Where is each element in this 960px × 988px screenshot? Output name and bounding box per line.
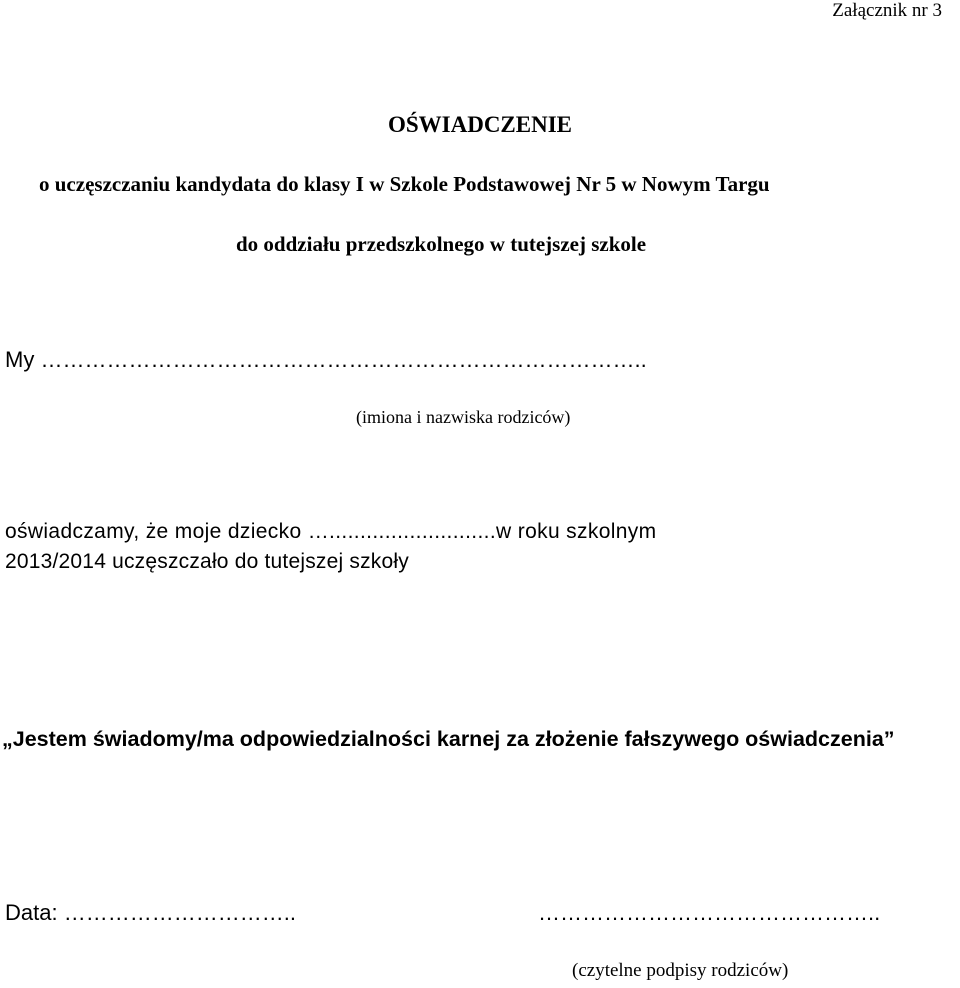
signature-blank: ……………………………………….. bbox=[538, 900, 881, 925]
document-title: OŚWIADCZENIE bbox=[387, 112, 573, 137]
attachment-label: Załącznik nr 3 bbox=[832, 0, 942, 21]
awareness-statement: „Jestem świadomy/ma odpowiedzialności karnej za złożenie fałszywego oświadczenia” bbox=[2, 727, 895, 751]
signature-caption: (czytelne podpisy rodziców) bbox=[572, 960, 789, 981]
parents-prefix: My bbox=[5, 347, 35, 372]
parents-names-row bbox=[5, 347, 647, 373]
parents-names-blank: ……………………………………………………………………….. bbox=[40, 347, 647, 372]
document-subtitle-line2: do oddziału przedszkolnego w tutejszej szkole bbox=[236, 232, 647, 256]
statement-line1: oświadczamy, że moje dziecko …...........................w roku szkolnym bbox=[5, 520, 657, 543]
date-blank: ………………………….. bbox=[63, 900, 296, 925]
parents-names-caption: (imiona i nazwiska rodziców) bbox=[356, 407, 571, 427]
document-subtitle-line1: o uczęszczaniu kandydata do klasy I w Szkole Podstawowej Nr 5 w Nowym Targu bbox=[39, 172, 770, 196]
date-row bbox=[5, 900, 296, 926]
date-label: Data: bbox=[5, 900, 58, 925]
statement-line2: 2013/2014 uczęszczało do tutejszej szkoły bbox=[5, 550, 409, 573]
